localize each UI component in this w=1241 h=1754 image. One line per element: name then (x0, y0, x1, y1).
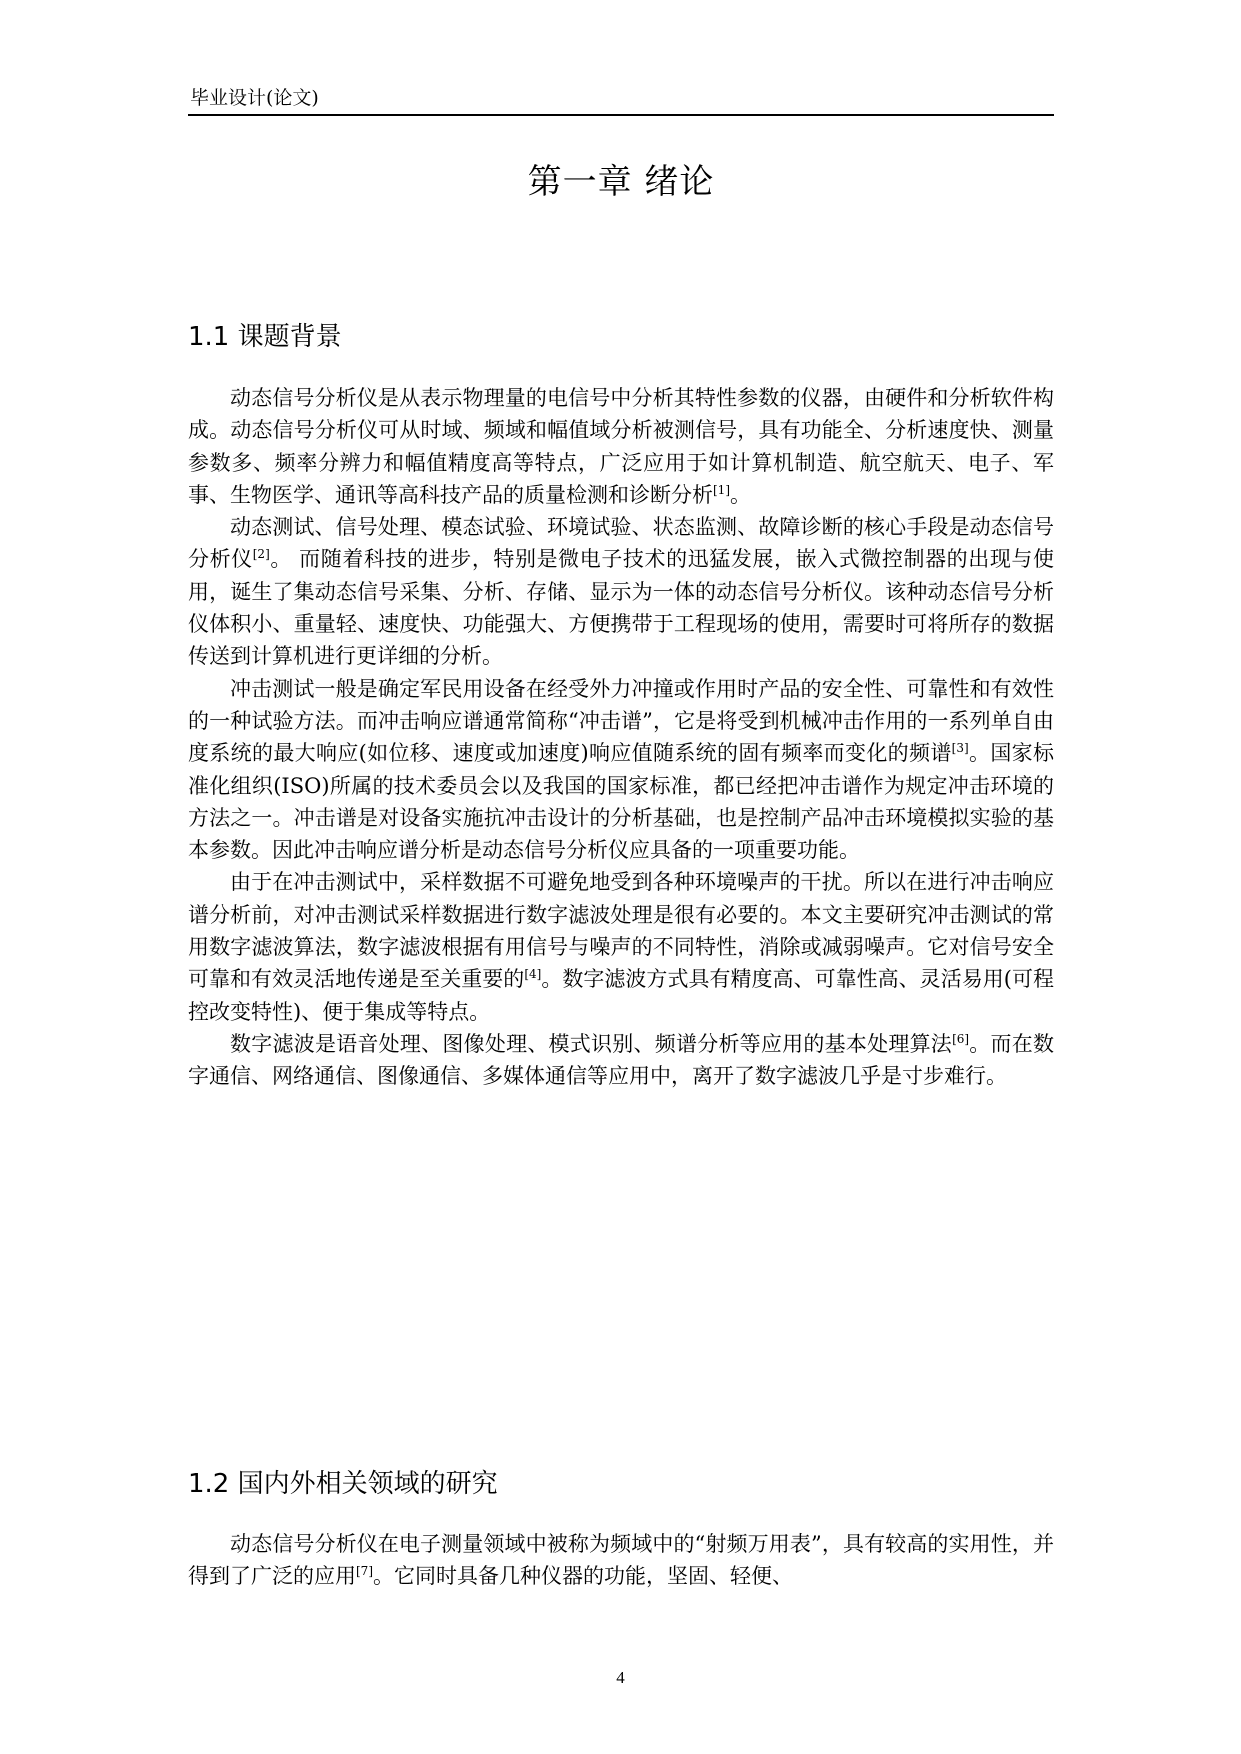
chapter-title: 第一章 绪论 (527, 162, 715, 202)
paragraph-text: 。 而随着科技的进步，特别是微电子技术的迅猛发展，嵌入式微控制器的出现与使用，诞生了集动态信号采集、分析、存储、显示为一体的动态信号分析仪。该种动态信号分析仪体积小、重量轻、速度快、功能强大、方便携带于工程现场的使用，需要时可将所存的数据传送到计算机进行更详细的分析。 (188, 547, 1054, 669)
section-body-1-2 (188, 1528, 1054, 1593)
paragraph-text: 。而在数字通信、网络通信、图像通信、多媒体通信等应用中，离开了数字滤波几乎是寸步难行。 (188, 1031, 1055, 1089)
paragraph (188, 382, 1054, 511)
citation: [7] (356, 1564, 373, 1579)
paragraph-text: 动态信号分析仪是从表示物理量的电信号中分析其特性参数的仪器，由硬件和分析软件构成。动态信号分析仪可从时域、频域和幅值域分析被测信号，具有功能全、分析速度快、测量参数多、频率分辨力和幅值精度高等特点，广泛应用于如计算机制造、航空航天、电子、军事、生物医学、通讯等高科技产品的质量检测和诊断分析 (188, 386, 1054, 507)
paragraph-text: 。 (730, 482, 751, 507)
paragraph-text: 动态信号分析仪在电子测量领域中被称为频域中的“射频万用表”，具有较高的实用性，并得到了广泛的应用 (188, 1532, 1054, 1589)
paragraph-text: 数字滤波是语音处理、图像处理、模式识别、频谱分析等应用的基本处理算法 (230, 1031, 953, 1056)
paragraph-text: 。数字滤波方式具有精度高、可靠性高、灵活易用(可程控改变特性)、便于集成等特点。 (188, 967, 1054, 1024)
citation: [2] (252, 547, 270, 562)
citation: [1] (713, 482, 730, 497)
running-header: 毕业设计(论文) (190, 87, 319, 109)
section-title-1-1: 1.1 课题背景 (188, 322, 342, 352)
paragraph-text: 由于在冲击测试中，采样数据不可避免地受到各种环境噪声的干扰。所以在进行冲击响应谱分析前，对冲击测试采样数据进行数字滤波处理是很有必要的。本文主要研究冲击测试的常用数字滤波算法，数字滤波根据有用信号与噪声的不同特性，消除或减弱噪声。它对信号安全可靠和有效灵活地传递是至关重要的 (188, 870, 1054, 992)
paragraph-text: 。国家标准化组织(ISO)所属的技术委员会以及我国的国家标准，都已经把冲击谱作为规定冲击环境的方法之一。冲击谱是对设备实施抗冲击设计的分析基础，也是控制产品冲击环境模拟实验的基本参数。因此冲击响应谱分析是动态信号分析仪应具备的一项重要功能。 (188, 741, 1054, 863)
citation: [3] (951, 741, 969, 756)
citation: [6] (952, 1031, 970, 1046)
paragraph (188, 1528, 1054, 1593)
paragraph-text: 动态测试、信号处理、模态试验、环境试验、状态监测、故障诊断的核心手段是动态信号分析仪 (188, 515, 1054, 572)
page-number: 4 (616, 1668, 625, 1687)
paragraph-text: 。它同时具备几种仪器的功能，坚固、轻便、 (373, 1564, 793, 1589)
paragraph (188, 511, 1054, 672)
section-body-1-1 (188, 382, 1054, 1093)
paragraph-text: 冲击测试一般是确定军民用设备在经受外力冲撞或作用时产品的安全性、可靠性和有效性的一种试验方法。而冲击响应谱通常简称“冲击谱”，它是将受到机械冲击作用的一系列单自由度系统的最大响应(如位移、速度或加速度)响应值随系统的固有频率而变化的频谱 (188, 676, 1054, 766)
citation: [4] (524, 967, 542, 982)
paragraph (188, 673, 1054, 867)
paragraph (188, 1028, 1054, 1093)
paragraph (188, 866, 1054, 1027)
section-title-1-2: 1.2 国内外相关领域的研究 (188, 1469, 498, 1499)
header-rule (188, 114, 1054, 116)
